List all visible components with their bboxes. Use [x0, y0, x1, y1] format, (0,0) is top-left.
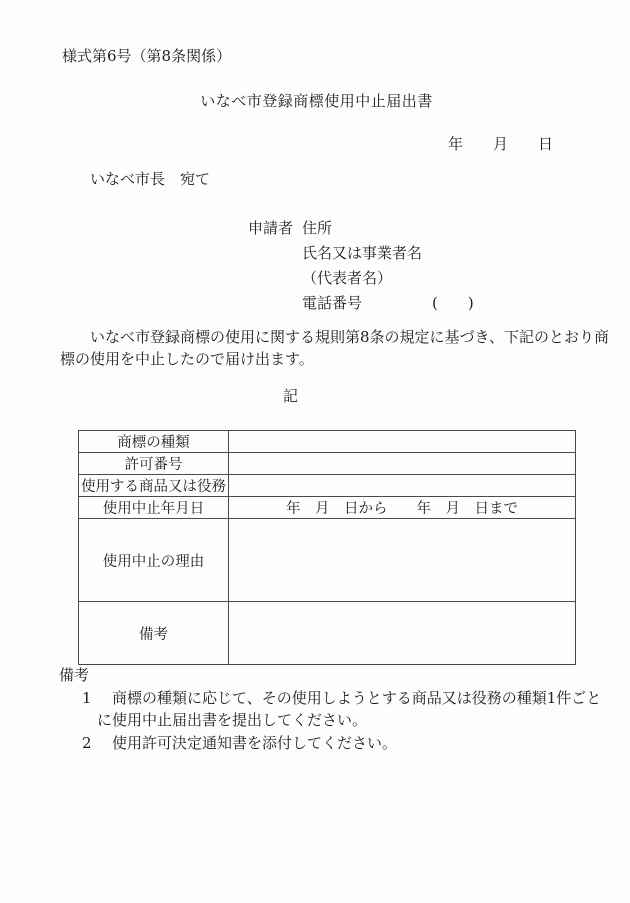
applicant-name-label: 氏名又は事業者名	[302, 244, 423, 262]
applicant-phone-paren: ( )	[432, 294, 474, 312]
date-line: 年 月 日	[447, 135, 553, 153]
row-label-discontinue-date: 使用中止年月日	[79, 497, 229, 519]
row-label-trademark-type: 商標の種類	[79, 431, 229, 453]
row-value-trademark-type	[229, 431, 576, 453]
row-label-discontinue-reason: 使用中止の理由	[79, 519, 229, 602]
ki-heading: 記	[282, 387, 298, 405]
row-label-permit-number: 許可番号	[79, 453, 229, 475]
applicant-representative-label: （代表者名）	[302, 269, 393, 287]
row-value-goods-services	[229, 475, 576, 497]
form-number: 様式第6号（第8条関係）	[62, 47, 232, 65]
notes-heading: 備考	[59, 666, 90, 684]
table-row	[79, 602, 576, 665]
note-item-2-text: 使用許可決定通知書を添付してください。	[112, 734, 398, 752]
applicant-fields	[302, 216, 474, 316]
note-item-1-line-2: に使用中止届出書を提出してください。	[97, 711, 368, 729]
row-value-permit-number	[229, 453, 576, 475]
note-item-2-line-1	[82, 735, 397, 751]
table-row	[79, 497, 576, 519]
note-item-2-number: 2	[82, 734, 92, 752]
table-row	[79, 453, 576, 475]
row-value-remarks	[229, 602, 576, 665]
table-row	[79, 519, 576, 602]
addressee-line: いなべ市長 宛て	[90, 170, 211, 188]
body-line-2: 標の使用を中止したので届け出ます。	[60, 350, 314, 368]
applicant-address-label: 住所	[302, 219, 333, 237]
table-row	[79, 431, 576, 453]
row-value-discontinue-reason	[229, 519, 576, 602]
applicant-phone-label: 電話番号	[302, 294, 363, 312]
form-table	[78, 430, 576, 665]
row-value-discontinue-date: 年 月 日から 年 月 日まで	[229, 497, 576, 519]
row-label-goods-services: 使用する商品又は役務	[79, 475, 229, 497]
row-label-remarks: 備考	[79, 602, 229, 665]
applicant-label: 申請者	[248, 219, 294, 237]
note-item-1-line-1	[82, 690, 601, 706]
note-item-1-number: 1	[82, 689, 92, 707]
applicant-phone-line	[302, 291, 474, 316]
body-paragraph	[60, 326, 609, 370]
page-title: いなべ市登録商標使用中止届出書	[200, 92, 433, 110]
body-line-1: いなべ市登録商標の使用に関する規則第8条の規定に基づき、下記のとおり商	[90, 328, 609, 346]
note-item-1-text: 商標の種類に応じて、その使用しようとする商品又は役務の種類1件ごと	[112, 689, 602, 707]
table-row	[79, 475, 576, 497]
applicant-block	[248, 216, 474, 316]
